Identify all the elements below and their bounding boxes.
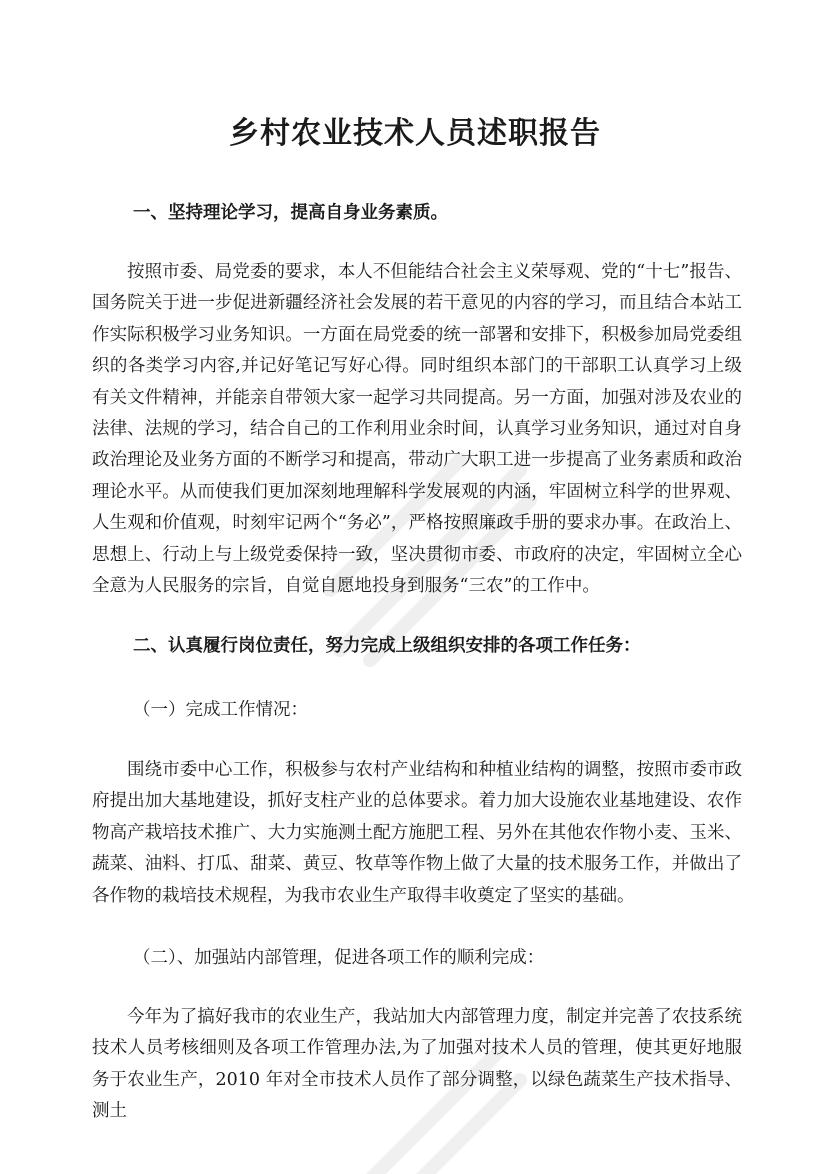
section-heading: 一、坚持理论学习，提高自身业务素质。 xyxy=(133,203,448,223)
page-title: 乡村农业技术人员述职报告 xyxy=(229,116,601,151)
paragraph: 今年为了搞好我市的农业生产，我站加大内部管理力度，制定并完善了农技系统技术人员考核细则及各项工作管理办法,为了加强对技术人员的管理，使其更好地服务于农业生产，2010 年对全市技术人员作了部分调整，以绿色蔬菜生产技术指导、测土 xyxy=(92,1007,742,1122)
paragraph: 按照市委、局党委的要求，本人不但能结合社会主义荣辱观、党的“十七”报告、国务院关于进一步促进新疆经济社会发展的若干意见的内容的学习，而且结合本站工作实际积极学习业务知识。一方面在局党委的统一部署和安排下，积极参加局党委组织的各类学习内容,并记好笔记写好心得。同时组织本部门的干部职工认真学习上级有关文件精神，并能亲自带领大家一起学习共同提高。另一方面，加强对涉及农业的法律、法规的学习，结合自己的工作利用业余时间，认真学习业务知识，通过对自身政治理论及业务方面的不断学习和提高，带动广大职工进一步提高了业务素质和政治理论水平。从而使我们更加深刻地理解科学发展观的内涵，牢固树立科学的世界观、人生观和价值观，时刻牢记两个“务必”，严格按照廉政手册的要求办事。在政治上、思想上、行动上与上级党委保持一致，坚决贯彻市委、市政府的决定，牢固树立全心全意为人民服务的宗旨，自觉自愿地投身到服务“三农”的工作中。 xyxy=(92,262,742,597)
subsection-heading: （一）完成工作情况： xyxy=(133,700,308,720)
section-heading: 二、认真履行岗位责任，努力完成上级组织安排的各项工作任务： xyxy=(133,636,641,656)
paragraph: 围绕市委中心工作，积极参与农村产业结构和种植业结构的调整，按照市委市政府提出加大基地建设，抓好支柱产业的总体要求。着力加大设施农业基地建设、农作物高产栽培技术推广、大力实施测土配方施肥工程、另外在其他农作物小麦、玉米、蔬菜、油料、打瓜、甜菜、黄豆、牧草等作物上做了大量的技术服务工作，并做出了各作物的栽培技术规程，为我市农业生产取得丰收奠定了坚实的基础。 xyxy=(92,760,742,906)
subsection-heading: （二）、加强站内部管理，促进各项工作的顺利完成： xyxy=(133,948,545,968)
